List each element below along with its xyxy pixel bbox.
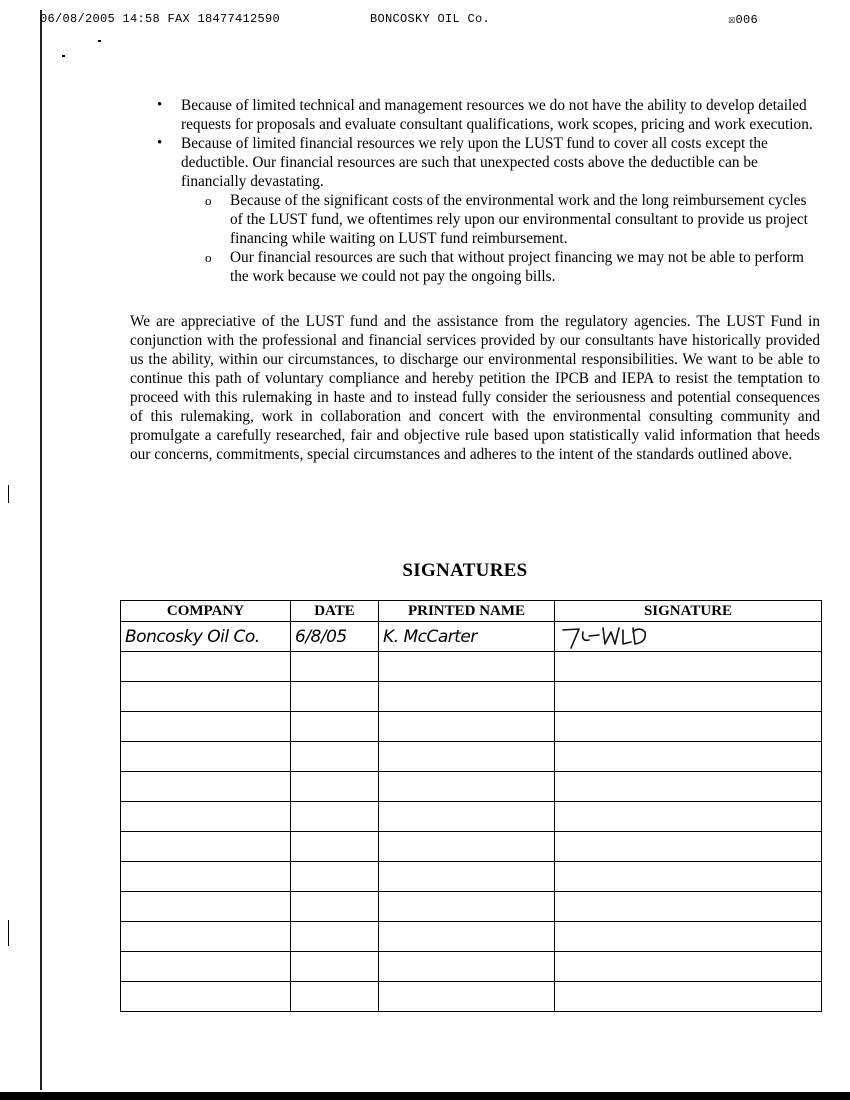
date-cell — [291, 832, 379, 862]
fax-timestamp: 06/08/2005 14:58 FAX 18477412590 — [40, 12, 281, 26]
printed-name-cell — [379, 682, 555, 712]
column-header-date: DATE — [291, 601, 379, 622]
petition-paragraph: We are appreciative of the LUST fund and the assistance from the regulatory agencies. The LUST Fund in conjunction with the professional and financial services provided by our consultants have historically provided us the ability, within our circumstances, to discharge our environmental responsibilities. We want to be able to continue this path of voluntary compliance and hereby petition the IPCB and IEPA to resist the temptation to proceed with this rulemaking in haste and to instead fully consider the seriousness and potential consequences of this rulemaking, work in collaboration and concert with the environmental consulting community and promulgate a carefully researched, fair and objective rule based upon statistically valid information that heeds our concerns, commitments, special circumstances and adheres to the intent of the standards outlined above. — [130, 313, 820, 463]
company-cell — [121, 772, 291, 802]
bullet-icon: • — [157, 135, 163, 151]
signature-cell — [555, 652, 822, 682]
date-cell — [291, 922, 379, 952]
table-row — [121, 802, 822, 832]
signature-cell — [555, 742, 822, 772]
signature-cell — [555, 982, 822, 1012]
date-cell — [291, 742, 379, 772]
page-edge — [40, 10, 42, 1090]
date-cell — [291, 862, 379, 892]
scan-speck — [8, 920, 9, 946]
table-row — [121, 862, 822, 892]
printed-name-cell — [379, 832, 555, 862]
fax-company: BONCOSKY OIL Co. — [370, 12, 491, 26]
table-row — [121, 772, 822, 802]
table-header-row — [121, 601, 822, 622]
bullet-item — [130, 134, 820, 286]
printed-name-cell — [379, 712, 555, 742]
table-row — [121, 742, 822, 772]
printed-name-cell — [379, 652, 555, 682]
printed-name-cell — [379, 952, 555, 982]
table-row — [121, 652, 822, 682]
company-cell — [121, 802, 291, 832]
bullet-icon: • — [157, 97, 163, 113]
printed-name-cell — [379, 862, 555, 892]
scan-speck — [8, 485, 9, 503]
signature-cell — [555, 622, 822, 652]
date-cell — [291, 802, 379, 832]
table-row — [121, 622, 822, 652]
sub-bullet-text: Our financial resources are such that without project financing we may not be able to perform the work because we could not pay the ongoing bills. — [230, 249, 804, 285]
handwritten-signature-icon — [559, 624, 709, 650]
printed-name-cell — [379, 892, 555, 922]
circle-bullet-icon: o — [205, 193, 212, 208]
company-cell — [121, 712, 291, 742]
signature-cell — [555, 802, 822, 832]
company-cell — [121, 862, 291, 892]
printed-name-cell: K. McCarter — [379, 622, 555, 652]
signature-cell — [555, 862, 822, 892]
date-cell — [291, 772, 379, 802]
company-cell: Boncosky Oil Co. — [121, 622, 291, 652]
signature-cell — [555, 892, 822, 922]
sub-bullet-list — [181, 191, 820, 286]
fax-page-number: ☒006 — [728, 13, 759, 27]
company-cell — [121, 922, 291, 952]
sub-bullet-text: Because of the significant costs of the environmental work and the long reimbursement cycles of the LUST fund, we oftentimes rely upon our environmental consultant to provide us project financing while waiting on LUST fund reimbursement. — [230, 192, 808, 247]
fax-header — [40, 12, 770, 30]
signature-cell — [555, 832, 822, 862]
column-header-printed-name: PRINTED NAME — [379, 601, 555, 622]
bullet-list — [130, 96, 820, 286]
signature-cell — [555, 712, 822, 742]
signature-cell — [555, 922, 822, 952]
company-cell — [121, 682, 291, 712]
letter-body — [130, 96, 820, 479]
scan-speck — [62, 55, 65, 57]
company-cell — [121, 742, 291, 772]
date-cell — [291, 982, 379, 1012]
date-cell: 6/8/05 — [291, 622, 379, 652]
signature-cell — [555, 952, 822, 982]
table-row — [121, 712, 822, 742]
sub-bullet-item — [205, 248, 820, 286]
circle-bullet-icon: o — [205, 250, 212, 265]
sub-bullet-item — [205, 191, 820, 248]
bullet-item — [130, 96, 820, 134]
column-header-company: COMPANY — [121, 601, 291, 622]
scan-bottom-edge — [0, 1092, 850, 1100]
printed-name-cell — [379, 922, 555, 952]
date-cell — [291, 712, 379, 742]
table-row — [121, 682, 822, 712]
signature-cell — [555, 772, 822, 802]
table-row — [121, 922, 822, 952]
date-cell — [291, 682, 379, 712]
printed-name-cell — [379, 802, 555, 832]
company-cell — [121, 652, 291, 682]
company-cell — [121, 892, 291, 922]
table-row — [121, 892, 822, 922]
printed-name-cell — [379, 742, 555, 772]
scan-speck — [98, 40, 101, 42]
table-row — [121, 952, 822, 982]
company-cell — [121, 982, 291, 1012]
company-cell — [121, 832, 291, 862]
company-cell — [121, 952, 291, 982]
bullet-text: Because of limited financial resources we rely upon the LUST fund to cover all costs except the deductible. Our financial resources are such that unexpected costs above the deductible can be financially devastating. — [181, 135, 768, 190]
printed-name-cell — [379, 772, 555, 802]
date-cell — [291, 952, 379, 982]
bullet-text: Because of limited technical and management resources we do not have the ability to develop detailed requests for proposals and evaluate consultant qualifications, work scopes, pricing and work execution. — [181, 97, 813, 133]
signatures-table — [120, 600, 822, 1012]
column-header-signature: SIGNATURE — [555, 601, 822, 622]
date-cell — [291, 652, 379, 682]
signature-cell — [555, 682, 822, 712]
signatures-title: SIGNATURES — [402, 560, 528, 581]
printed-name-cell — [379, 982, 555, 1012]
table-row — [121, 832, 822, 862]
date-cell — [291, 892, 379, 922]
table-row — [121, 982, 822, 1012]
